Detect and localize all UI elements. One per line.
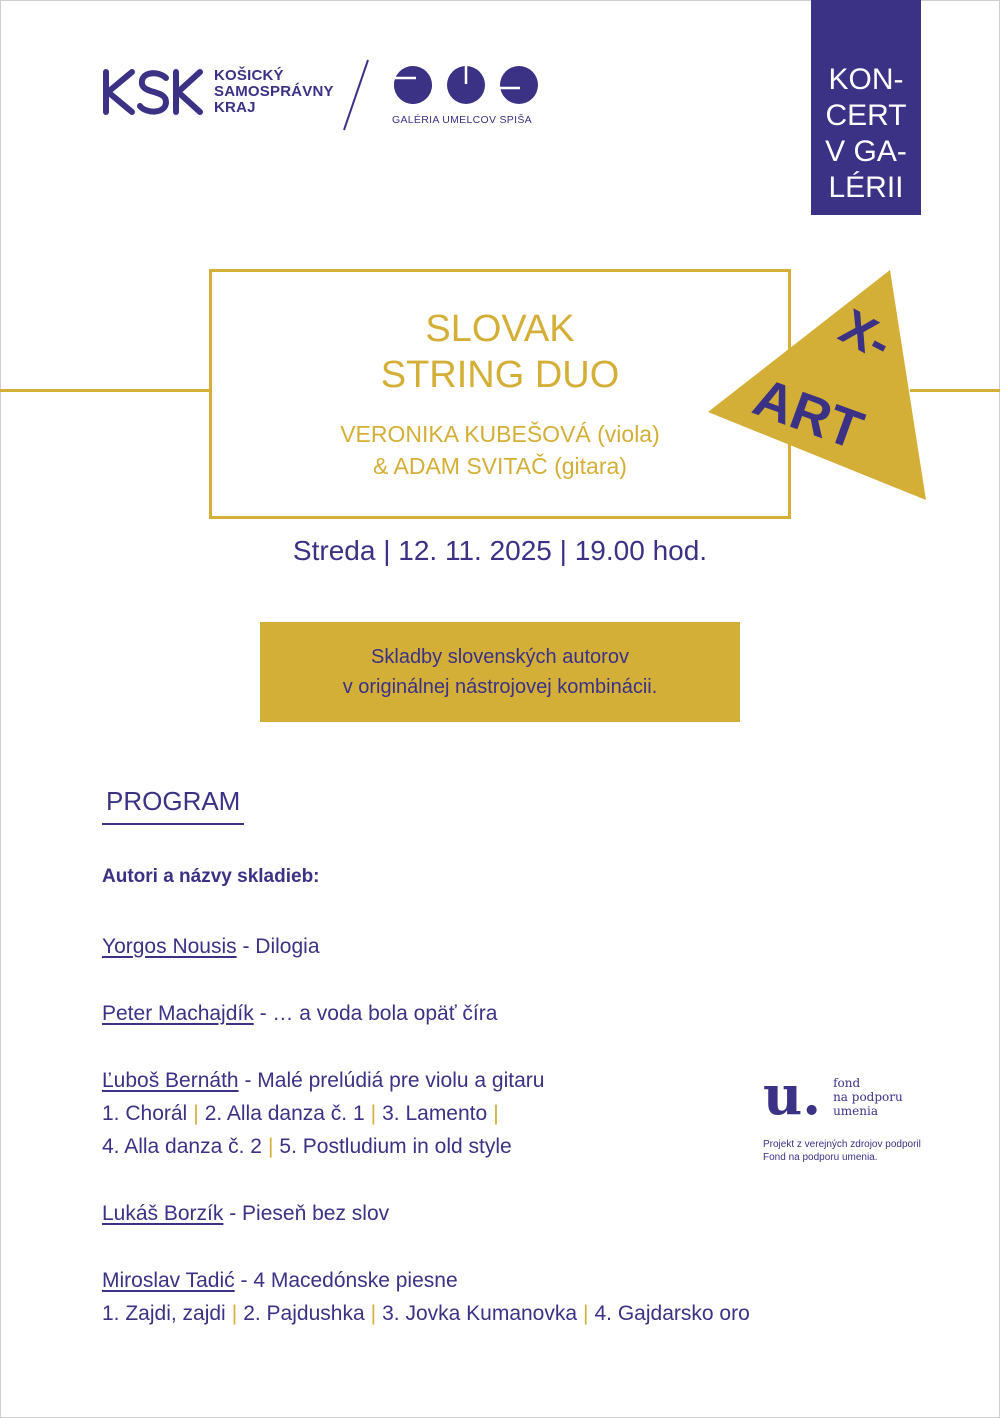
movements-line: 1. Zajdi, zajdi | 2. Pajdushka | 3. Jovka Kumanovka | 4. Gajdarsko oro	[102, 1302, 750, 1325]
title-line: STRING DUO	[380, 354, 620, 396]
piece-title: - 4 Macedónske piesne	[234, 1269, 458, 1292]
movement: 1. Chorál	[102, 1102, 188, 1125]
performers	[212, 418, 788, 482]
movement: 1. Zajdi, zajdi	[102, 1302, 226, 1325]
movement: 4. Alla danza č. 2	[102, 1135, 262, 1158]
fond-note-line: Fond na podporu umenia.	[763, 1152, 878, 1163]
ksk-logo-mark	[100, 66, 204, 118]
fond-note-line: Projekt z verejných zdrojov podporil	[763, 1139, 921, 1150]
logo-divider-slash	[336, 58, 376, 132]
composer-name: Yorgos Nousis	[102, 935, 237, 958]
event-time: 19.00 hod.	[574, 535, 708, 566]
event-day: Streda	[292, 535, 376, 566]
ksk-logo	[100, 66, 334, 118]
fond-logo	[763, 1063, 943, 1164]
movements-line: 4. Alla danza č. 2 | 5. Postludium in old style	[102, 1135, 512, 1158]
xart-line2: ART	[745, 366, 871, 462]
composer-name: Ľuboš Bernáth	[102, 1069, 239, 1092]
piece-title: - Malé prelúdiá pre violu a gitaru	[238, 1069, 545, 1092]
xart-triangle-logo	[706, 268, 928, 504]
fond-mark: u.	[763, 1063, 822, 1127]
program-heading: PROGRAM	[102, 786, 244, 825]
movement: 4. Gajdarsko oro	[594, 1302, 750, 1325]
program-item	[102, 1264, 750, 1330]
movements-line: 1. Chorál | 2. Alla danza č. 1 | 3. Lamento |	[102, 1102, 499, 1125]
ksk-name-line: KRAJ	[214, 99, 256, 116]
fond-name	[833, 1076, 903, 1118]
ksk-name-line: KOŠICKÝ	[214, 67, 284, 84]
movement: 5. Postludium in old style	[279, 1135, 512, 1158]
ksk-name-line: SAMOSPRÁVNY	[214, 83, 334, 100]
performer-line: & ADAM SVITAČ (gitara)	[373, 453, 627, 479]
piece-title: - Pieseň bez slov	[223, 1202, 390, 1225]
gus-name: GALÉRIA UMELCOV SPIŠA	[392, 114, 532, 126]
badge-line: CERT	[825, 99, 907, 132]
title-line: SLOVAK	[425, 308, 575, 350]
piece-title: - … a voda bola opäť číra	[253, 1002, 498, 1025]
fond-note	[763, 1138, 943, 1164]
piece-title: - Dilogia	[236, 935, 320, 958]
badge-line: KON-	[828, 63, 904, 96]
event-title	[212, 306, 788, 398]
title-box	[209, 269, 791, 519]
event-date-line: Streda | 12. 11. 2025 | 19.00 hod.	[292, 535, 708, 566]
event-date: 12. 11. 2025	[398, 535, 552, 566]
program-item	[102, 930, 320, 963]
movement: 2. Alla danza č. 1	[204, 1102, 365, 1125]
gus-logo	[392, 64, 542, 126]
movement: 2. Pajdushka	[243, 1302, 365, 1325]
ksk-name	[214, 68, 334, 116]
gus-logo-mark	[392, 64, 540, 106]
composer-name: Miroslav Tadić	[102, 1269, 235, 1292]
description-box	[260, 622, 740, 722]
authors-heading: Autori a názvy skladieb:	[102, 866, 320, 887]
movement: 3. Lamento	[382, 1102, 488, 1125]
composer-name: Peter Machajdík	[102, 1002, 254, 1025]
program-item	[102, 997, 497, 1030]
fond-name-line: umenia	[833, 1104, 878, 1118]
performer-line: VERONIKA KUBEŠOVÁ (viola)	[340, 421, 660, 447]
badge-line: V GA-	[825, 135, 907, 168]
program-item	[102, 1064, 544, 1163]
koncert-badge	[811, 0, 921, 215]
description-line: Skladby slovenských autorov	[371, 646, 629, 668]
fond-name-line: fond	[833, 1076, 861, 1090]
movement: 3. Jovka Kumanovka	[382, 1302, 578, 1325]
composer-name: Lukáš Borzík	[102, 1202, 224, 1225]
badge-line: LÉRII	[828, 171, 904, 204]
xart-line1: X-	[830, 298, 902, 372]
description-line: v originálnej nástrojovej kombinácii.	[342, 676, 658, 698]
program-item	[102, 1197, 389, 1230]
fond-name-line: na podporu	[833, 1090, 903, 1104]
